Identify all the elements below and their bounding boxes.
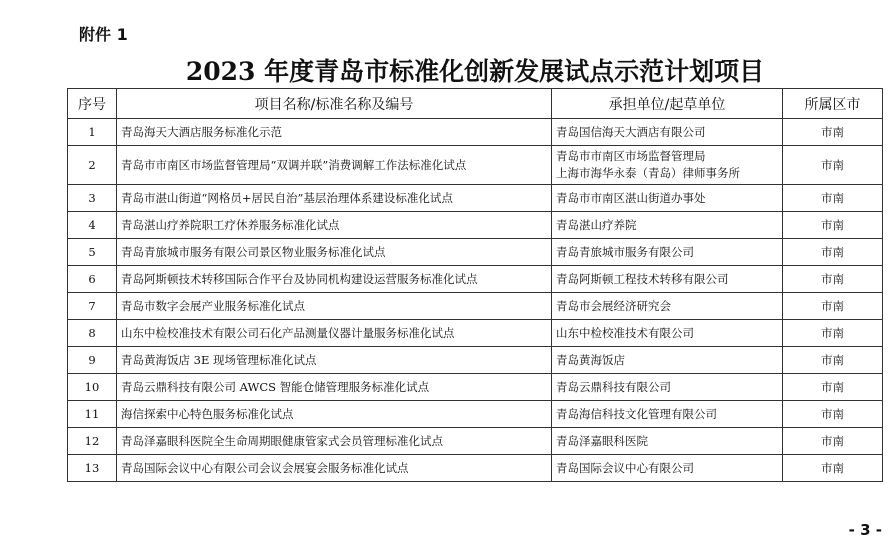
table-row xyxy=(68,401,883,428)
table-row xyxy=(68,293,883,320)
cell-serial-no: 2 xyxy=(68,146,117,185)
cell-serial-no: 10 xyxy=(68,374,117,401)
unit-name: 青岛国信海天大酒店有限公司 xyxy=(556,124,706,139)
cell-serial-no: 7 xyxy=(68,293,117,320)
unit-name: 青岛市市南区市场监督管理局 xyxy=(556,149,706,163)
table-row xyxy=(68,428,883,455)
cell-serial-no: 11 xyxy=(68,401,117,428)
header-responsible-unit: 承担单位/起草单位 xyxy=(552,89,783,119)
unit-name: 青岛泽嘉眼科医院 xyxy=(556,433,648,448)
cell-responsible-unit xyxy=(552,266,783,293)
cell-district: 市南 xyxy=(783,239,883,266)
cell-responsible-unit xyxy=(552,401,783,428)
cell-district: 市南 xyxy=(783,374,883,401)
cell-serial-no: 5 xyxy=(68,239,117,266)
unit-name: 青岛青旅城市服务有限公司 xyxy=(556,244,694,259)
cell-district: 市南 xyxy=(783,320,883,347)
cell-responsible-unit xyxy=(552,293,783,320)
cell-serial-no: 8 xyxy=(68,320,117,347)
unit-name: 上海市海华永泰（青岛）律师事务所 xyxy=(556,166,740,180)
cell-district: 市南 xyxy=(783,146,883,185)
header-serial-no: 序号 xyxy=(68,89,117,119)
header-project-name: 项目名称/标准名称及编号 xyxy=(117,89,552,119)
cell-responsible-unit xyxy=(552,455,783,482)
table-row xyxy=(68,347,883,374)
cell-district: 市南 xyxy=(783,347,883,374)
cell-project-name: 青岛市市南区市场监督管理局“双调并联”消费调解工作法标准化试点 xyxy=(117,146,552,185)
cell-serial-no: 13 xyxy=(68,455,117,482)
cell-responsible-unit xyxy=(552,347,783,374)
header-district: 所属区市 xyxy=(783,89,883,119)
cell-responsible-unit xyxy=(552,119,783,146)
table-row xyxy=(68,212,883,239)
table-row xyxy=(68,119,883,146)
project-table xyxy=(67,88,883,482)
table-row xyxy=(68,455,883,482)
cell-district: 市南 xyxy=(783,293,883,320)
cell-responsible-unit xyxy=(552,185,783,212)
table-row xyxy=(68,239,883,266)
page-number: - 3 - xyxy=(848,521,882,539)
cell-project-name: 青岛海天大酒店服务标准化示范 xyxy=(117,119,552,146)
cell-serial-no: 9 xyxy=(68,347,117,374)
cell-district: 市南 xyxy=(783,455,883,482)
cell-project-name: 青岛黄海饭店 3E 现场管理标准化试点 xyxy=(117,347,552,374)
cell-district: 市南 xyxy=(783,185,883,212)
unit-name: 青岛国际会议中心有限公司 xyxy=(556,460,694,475)
unit-name: 青岛黄海饭店 xyxy=(556,352,625,367)
cell-project-name: 海信探索中心特色服务标准化试点 xyxy=(117,401,552,428)
unit-name: 青岛阿斯顿工程技术转移有限公司 xyxy=(556,271,729,286)
table-row xyxy=(68,374,883,401)
cell-project-name: 青岛青旅城市服务有限公司景区物业服务标准化试点 xyxy=(117,239,552,266)
unit-name: 青岛湛山疗养院 xyxy=(556,217,637,232)
unit-name: 青岛市会展经济研究会 xyxy=(556,298,671,313)
table-row xyxy=(68,185,883,212)
table-row xyxy=(68,266,883,293)
table-row xyxy=(68,320,883,347)
cell-district: 市南 xyxy=(783,401,883,428)
cell-serial-no: 4 xyxy=(68,212,117,239)
cell-project-name: 青岛湛山疗养院职工疗休养服务标准化试点 xyxy=(117,212,552,239)
cell-project-name: 青岛泽嘉眼科医院全生命周期眼健康管家式会员管理标准化试点 xyxy=(117,428,552,455)
unit-name: 山东中检校准技术有限公司 xyxy=(556,325,694,340)
cell-responsible-unit xyxy=(552,374,783,401)
cell-project-name: 青岛云鼎科技有限公司 AWCS 智能仓储管理服务标准化试点 xyxy=(117,374,552,401)
cell-district: 市南 xyxy=(783,428,883,455)
cell-project-name: 青岛市湛山街道“网格员+居民自治”基层治理体系建设标准化试点 xyxy=(117,185,552,212)
cell-responsible-unit xyxy=(552,146,783,185)
cell-serial-no: 1 xyxy=(68,119,117,146)
table-body xyxy=(68,119,883,482)
cell-responsible-unit xyxy=(552,212,783,239)
cell-project-name: 青岛国际会议中心有限公司会议会展宴会服务标准化试点 xyxy=(117,455,552,482)
cell-serial-no: 6 xyxy=(68,266,117,293)
attachment-label: 附件 1 xyxy=(79,25,128,44)
cell-responsible-unit xyxy=(552,239,783,266)
document-title: 2023 年度青岛市标准化创新发展试点示范计划项目 xyxy=(185,57,765,86)
cell-project-name: 山东中检校准技术有限公司石化产品测量仪器计量服务标准化试点 xyxy=(117,320,552,347)
unit-name: 青岛海信科技文化管理有限公司 xyxy=(556,406,717,421)
table-header-row xyxy=(68,89,883,119)
cell-project-name: 青岛阿斯顿技术转移国际合作平台及协同机构建设运营服务标准化试点 xyxy=(117,266,552,293)
cell-project-name: 青岛市数字会展产业服务标准化试点 xyxy=(117,293,552,320)
table-row xyxy=(68,146,883,185)
cell-district: 市南 xyxy=(783,266,883,293)
cell-responsible-unit xyxy=(552,428,783,455)
unit-name: 青岛云鼎科技有限公司 xyxy=(556,379,671,394)
cell-responsible-unit xyxy=(552,320,783,347)
cell-district: 市南 xyxy=(783,119,883,146)
cell-district: 市南 xyxy=(783,212,883,239)
cell-serial-no: 3 xyxy=(68,185,117,212)
cell-serial-no: 12 xyxy=(68,428,117,455)
unit-name: 青岛市市南区湛山街道办事处 xyxy=(556,190,706,205)
